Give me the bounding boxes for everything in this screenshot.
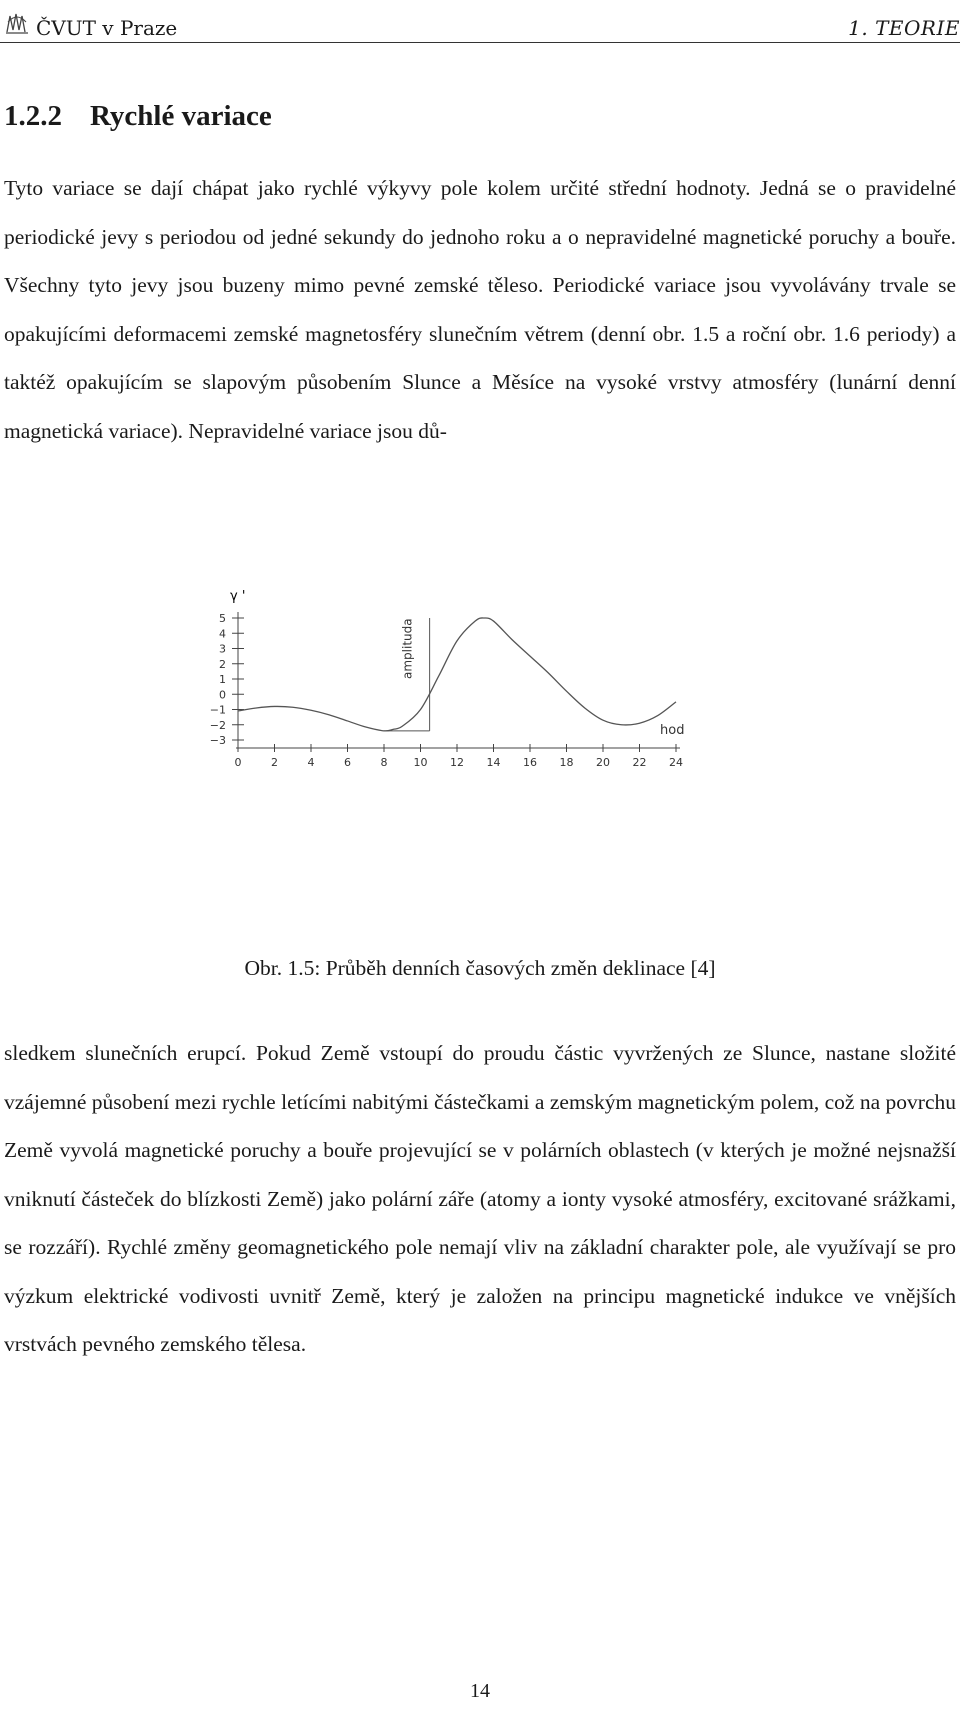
running-header-right: 1. TEORIE [848,16,960,40]
x-tick-label: 8 [380,756,388,769]
x-tick-label: 12 [450,756,464,769]
y-tick-labels [210,612,244,747]
y-tick-label: 3 [219,642,226,656]
y-tick-label: 4 [219,627,226,641]
y-tick-label: 5 [219,612,226,625]
running-header-left: ČVUT v Praze [36,16,178,40]
section-number: 1.2.2 [4,100,62,132]
y-tick-label: 2 [219,657,226,671]
x-tick-label: 6 [344,756,351,769]
figure-caption: Obr. 1.5: Průběh denních časových změn deklinace [4] [244,956,716,980]
chart-axes [236,612,680,748]
y-tick-label: 1 [219,673,226,686]
x-tick-label: 10 [413,756,428,769]
page-number: 14 [470,1680,490,1702]
y-axis-label: γ ' [230,590,246,604]
y-tick-label: −3 [210,734,226,747]
x-tick-label: 16 [523,756,537,769]
x-tick-label: 0 [234,756,242,769]
declination-chart [210,590,770,850]
y-tick-label: −1 [210,703,226,717]
page-header [0,8,960,42]
chart-marks [238,618,676,731]
y-tick-label: 0 [219,688,226,702]
y-tick-label: −2 [210,718,226,732]
x-tick-label: 20 [596,756,610,769]
x-axis-label: hod [660,723,685,738]
x-tick-label: 14 [486,756,501,769]
x-tick-label: 2 [271,756,278,769]
paragraph-2: sledkem slunečních erupcí. Pokud Země vstoupí do proudu částic vyvržených ze Slunce, nastane složité vzájemné působení mezi rychle letícími nabitými částečkami a zemským magnetickým polem, což na povrchu Země vyvolá magnetické poruchy a bouře projevující se v polárních oblastech (v kterých je možné nejsnažší vniknutí částeček do blízkosti Země) jako polární záře (atomy a ionty vysoké atmosféry, excitované srážkami, se rozzáří). Rychlé změny geomagnetického pole nemají vliv na základní charakter pole, ale využívají se pro výzkum elektrické vodivosti uvnitř Země, který je založen na principu magnetické indukce ve vnějších vrstvách pevného zemského tělesa. [4,1041,956,1356]
series-line [238,618,676,731]
university-logo-icon [4,10,30,36]
x-tick-label: 24 [669,756,683,769]
amplitude-annotation: amplituda [400,618,415,679]
x-tick-label: 4 [307,756,315,769]
x-tick-label: 22 [632,756,647,769]
x-tick-label: 18 [559,756,574,769]
paragraph-1: Tyto variace se dají chápat jako rychlé výkyvy pole kolem určité střední hodnoty. Jedná se o pravidelné periodické jevy s periodou od jedné sekundy do jednoho roku a o nepravidelné magnetické poruchy a bouře. Všechny tyto jevy jsou buzeny mimo pevné zemské těleso. Periodické variace jsou vyvolávány trvale se opakujícími deformacemi zemské magnetosféry slunečním větrem (denní obr. 1.5 a roční obr. 1.6 periody) a taktéž opakujícím se slapovým působením Slunce a Měsíce na vysoké vrstvy atmosféry (lunární denní magnetická variace). Nepravidelné variace jsou dů- [4,176,956,443]
section-heading [4,100,272,133]
header-rule [0,42,960,43]
section-title: Rychlé variace [90,100,272,132]
